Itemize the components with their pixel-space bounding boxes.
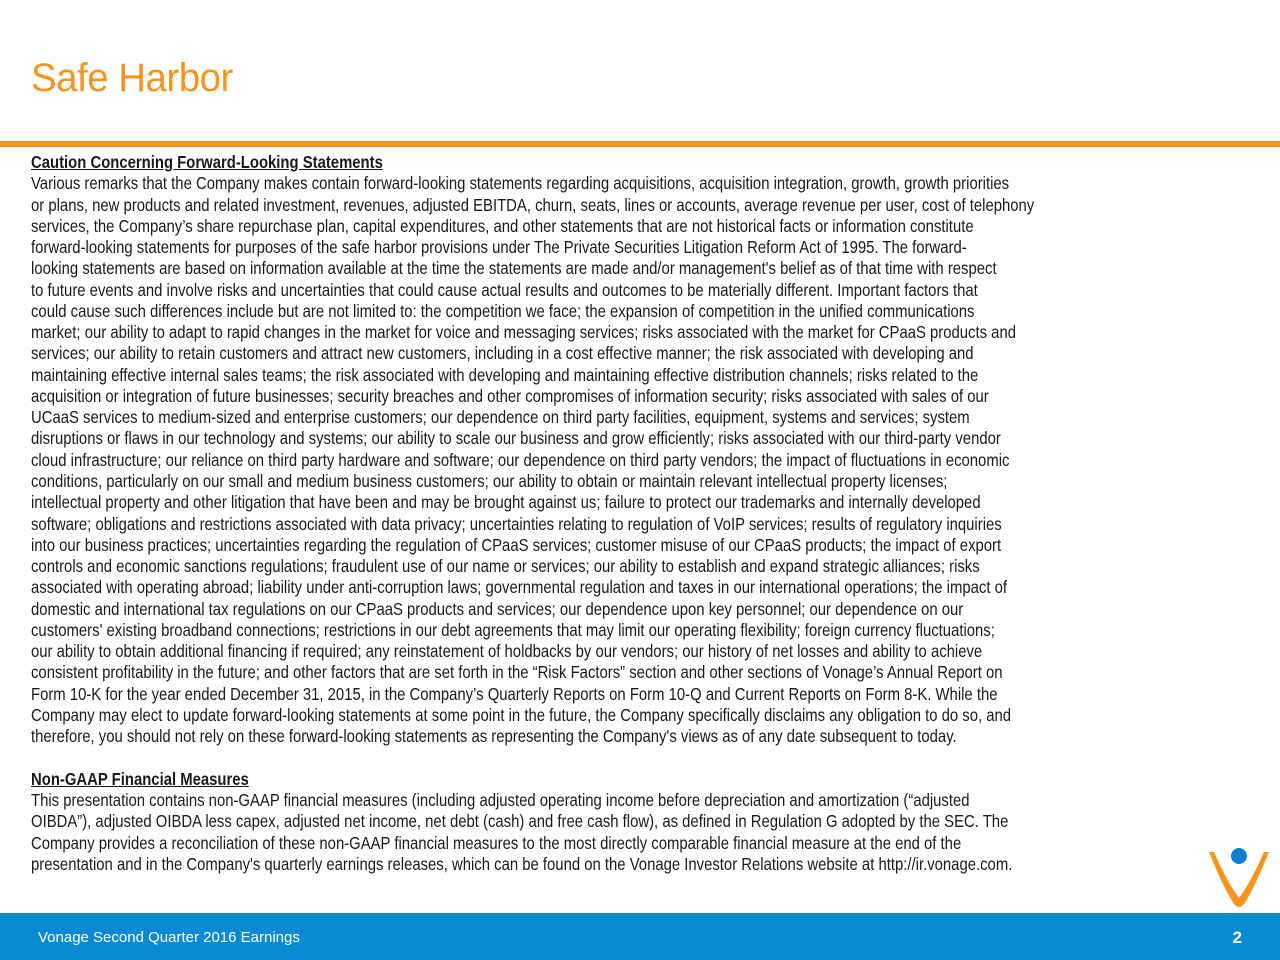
paragraph-line: Various remarks that the Company makes contain forward-looking statements regarding acquisitions, acquisition integration, growth, growth priorities (31, 173, 1010, 194)
forward-looking-paragraph (31, 173, 1034, 747)
paragraph-line: associated with operating abroad; liability under anti-corruption laws; governmental regulation and taxes in our international operations; the impact of (31, 577, 1008, 598)
page-number: 2 (1232, 928, 1242, 947)
paragraph-line: cloud infrastructure; our reliance on third party hardware and software; our dependence on third party vendors; the impact of fluctuations in economic (31, 449, 1010, 470)
paragraph-line: OIBDA”), adjusted OIBDA less capex, adjusted net income, net debt (cash) and free cash flow), as defined in Regulation G adopted by the SEC. The (31, 811, 1009, 832)
forward-looking-heading: Caution Concerning Forward-Looking Statements (31, 152, 383, 172)
paragraph-line: domestic and international tax regulations on our CPaaS products and services; our dependence upon key personnel; our dependence on our (31, 598, 964, 619)
paragraph-line: UCaaS services to medium-sized and enterprise customers; our dependence on third party facilities, equipment, systems and services; system (31, 407, 970, 428)
vonage-logo-icon (1206, 844, 1272, 910)
non-gaap-heading: Non-GAAP Financial Measures (31, 768, 249, 789)
paragraph-line: could cause such differences include but are not limited to: the competition we face; the expansion of competition in the unified communications (31, 300, 975, 321)
paragraph-line: our ability to obtain additional financing if required; any reinstatement of holdbacks by our vendors; our history of net losses and ability to achieve (31, 641, 983, 662)
slide-footer (0, 913, 1280, 960)
paragraph-line: consistent profitability in the future; and other factors that are set forth in the “Risk Factors” section and other sections of Vonage’s Annual Report on (31, 662, 1003, 683)
paragraph-line: intellectual property and other litigation that have been and may be brought against us; failure to protect our trademarks and internally developed (31, 492, 981, 513)
paragraph-line: conditions, particularly on our small and medium business customers; our ability to obtain or maintain relevant intellectual property licenses; (31, 470, 948, 491)
paragraph-line: customers' existing broadband connections; restrictions in our debt agreements that may limit our operating flexibility; foreign currency fluctuations; (31, 619, 995, 640)
paragraph-line: forward-looking statements for purposes of the safe harbor provisions under The Private Securities Litigation Reform Act of 1995. The forward- (31, 237, 967, 258)
paragraph-line: disruptions or flaws in our technology and systems; our ability to scale our business and grow efficiently; risks associated with our third-party vendor (31, 428, 1001, 449)
paragraph-line: Company provides a reconciliation of these non-GAAP financial measures to the most directly comparable financial measure at the end of the (31, 832, 962, 853)
paragraph-line: software; obligations and restrictions associated with data privacy; uncertainties relating to regulation of VoIP services; results of regulatory inquiries (31, 513, 1002, 534)
paragraph-line: market; our ability to adapt to rapid changes in the market for voice and messaging services; risks associated with the market for CPaaS products and (31, 322, 1016, 343)
slide-title: Safe Harbor (31, 56, 233, 100)
paragraph-line: Company may elect to update forward-looking statements at some point in the future, the Company specifically disclaims any obligation to do so, and (31, 704, 1012, 725)
paragraph-line: to future events and involve risks and uncertainties that could cause actual results and outcomes to be materially different. Important factors that (31, 279, 978, 300)
paragraph-line: acquisition or integration of future businesses; security breaches and other compromises of information security; risks associated with sales of our (31, 385, 989, 406)
paragraph-line: maintaining effective internal sales teams; the risk associated with developing and maintaining effective distribution channels; risks related to the (31, 364, 979, 385)
paragraph-line: looking statements are based on information available at the time the statements are made and/or management's belief as of that time with respect (31, 258, 997, 279)
paragraph-line: services, the Company’s share repurchase plan, capital expenditures, and other statements that are not historical facts or information constitute (31, 215, 974, 236)
paragraph-line: or plans, new products and related investment, revenues, adjusted EBITDA, churn, seats, lines or accounts, average revenue per user, cost of telephony (31, 194, 1035, 215)
non-gaap-paragraph (31, 790, 1034, 875)
paragraph-line: into our business practices; uncertainties regarding the regulation of CPaaS services; customer misuse of our CPaaS products; the impact of export (31, 534, 1002, 555)
paragraph-line: Form 10-K for the year ended December 31, 2015, in the Company’s Quarterly Reports on Form 10-Q and Current Reports on Form 8-K. While the (31, 683, 998, 704)
paragraph-line: services; our ability to retain customers and attract new customers, including in a cost effective manner; the risk associated with developing and (31, 343, 974, 364)
footer-label: Vonage Second Quarter 2016 Earnings (38, 929, 300, 946)
section-spacer (31, 747, 1034, 768)
paragraph-line: This presentation contains non-GAAP financial measures (including adjusted operating income before depreciation and amortization (“adjusted (31, 789, 970, 810)
slide-body (31, 152, 1034, 875)
paragraph-line: controls and economic sanctions regulations; fraudulent use of our name or services; our ability to establish and expand strategic alliances; risks (31, 556, 980, 577)
paragraph-line: presentation and in the Company's quarterly earnings releases, which can be found on the Vonage Investor Relations website at http://ir.vonage.com. (31, 853, 1013, 874)
title-divider (0, 141, 1280, 147)
paragraph-line: therefore, you should not rely on these forward-looking statements as representing the Company's views as of any date subsequent to today. (31, 726, 957, 747)
